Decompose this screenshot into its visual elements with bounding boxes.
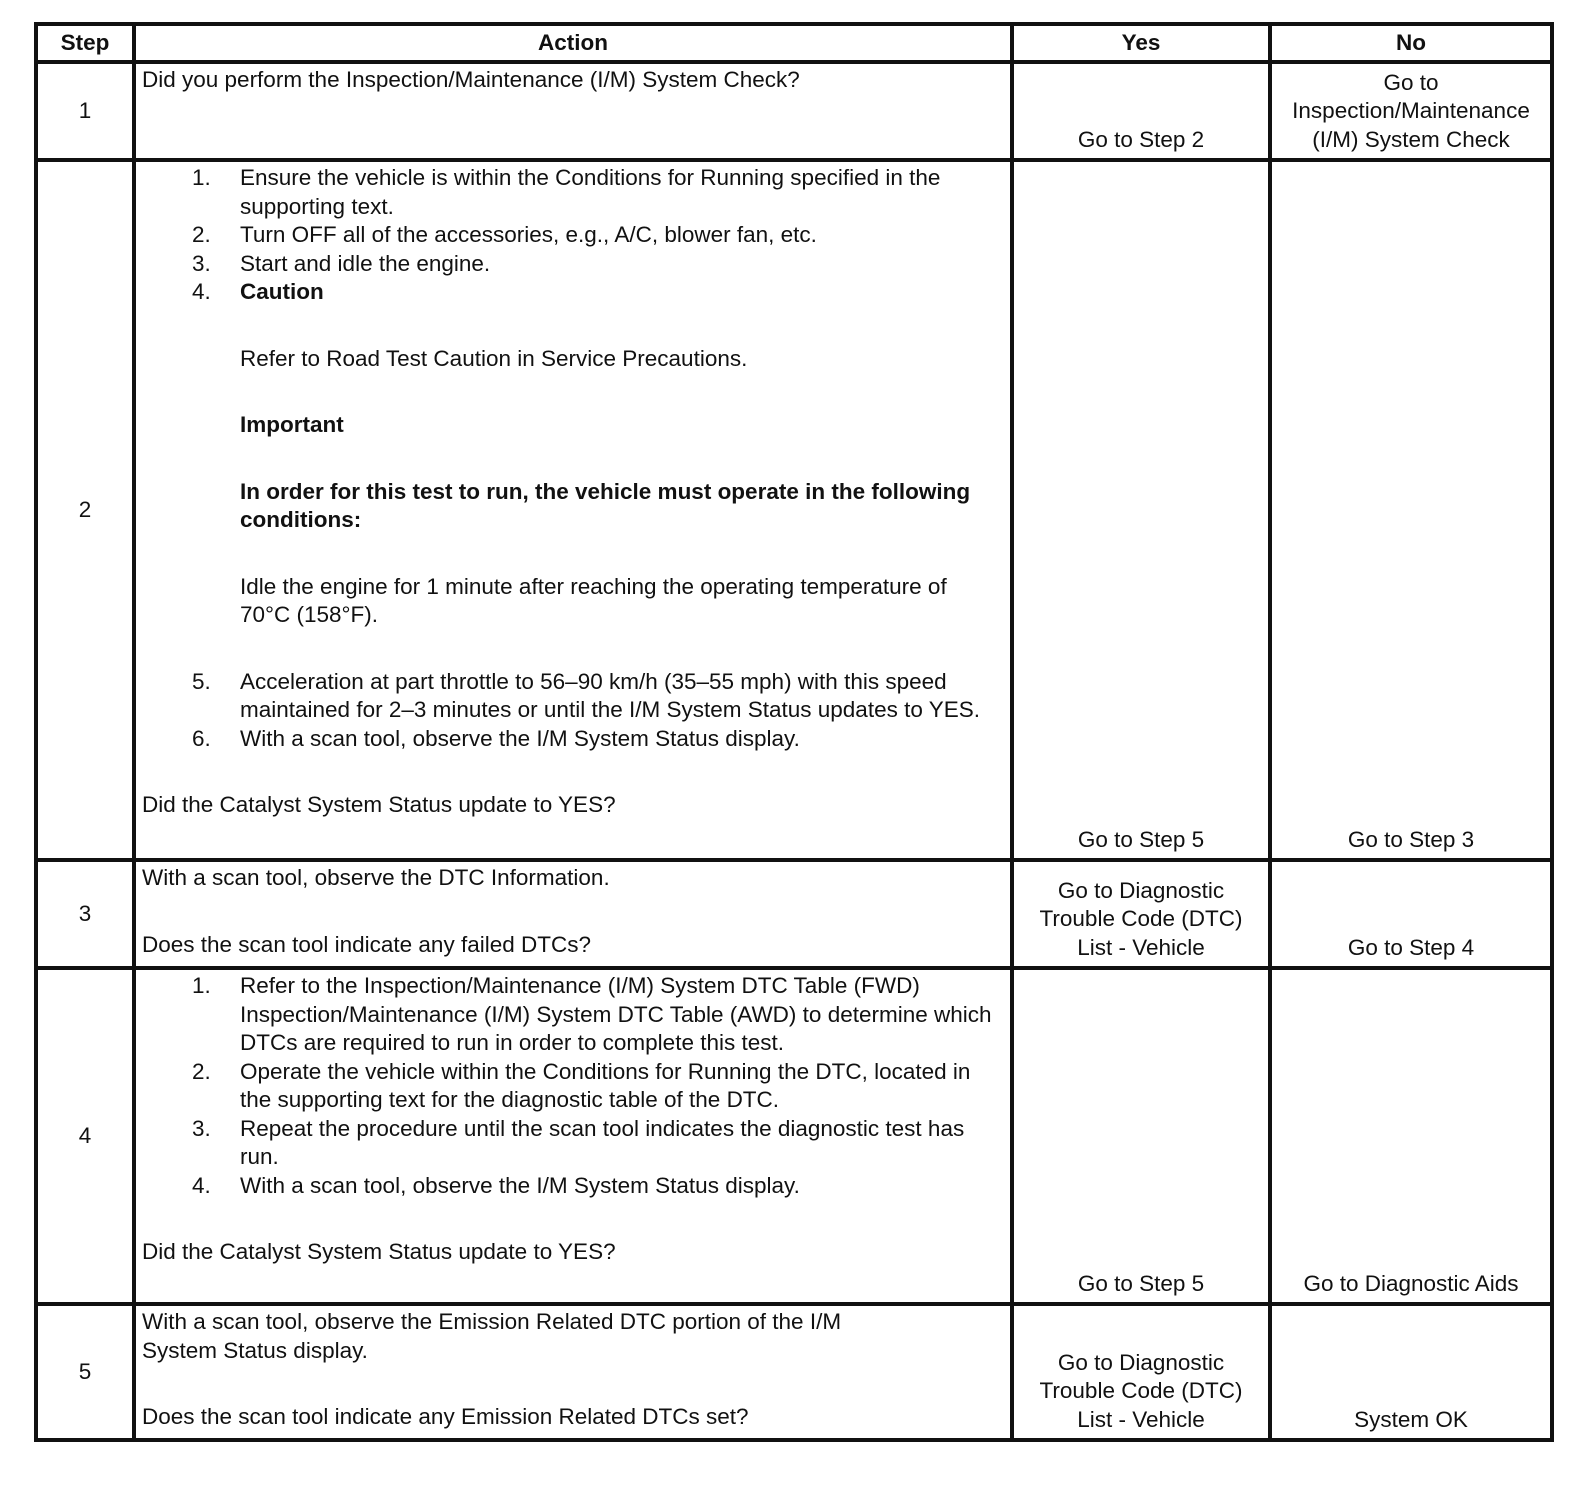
yes-line: List - Vehicle [1077, 934, 1205, 960]
item-number: 5. [192, 668, 211, 694]
header-no: No [1270, 24, 1552, 62]
list-item [142, 250, 1004, 279]
no-cell: System OK [1270, 1304, 1552, 1440]
list-item [142, 972, 1004, 1058]
item-number: 1. [192, 973, 211, 998]
step-number: 3 [36, 860, 134, 968]
yes-line: Go to Diagnostic [1057, 877, 1225, 903]
step-number: 2 [36, 160, 134, 860]
list-item [142, 1115, 1004, 1172]
question-text: Does the scan tool indicate any Emission Related DTCs set? [142, 1404, 749, 1429]
question-text: Did the Catalyst System Status update to YES? [142, 792, 616, 817]
item-text: Start and idle the engine. [240, 250, 491, 276]
item-text: Turn OFF all of the accessories, e.g., A/C, blower fan, etc. [240, 222, 817, 247]
item-number: 4. [192, 279, 211, 304]
yes-cell: Go to Step 5 [1012, 968, 1270, 1304]
item-text: With a scan tool, observe the I/M System Status display. [240, 725, 800, 751]
no-cell: Go to Diagnostic Aids [1270, 968, 1552, 1304]
caution-heading: Caution [240, 279, 324, 304]
diagnostic-table [34, 22, 1554, 1442]
no-cell: Go to Step 4 [1270, 860, 1552, 968]
yes-line: Trouble Code (DTC) [1039, 1378, 1243, 1403]
table-row-step-4 [36, 968, 1552, 1304]
list-item [142, 1172, 1004, 1201]
table-row-step-5 [36, 1304, 1552, 1440]
yes-line: List - Vehicle [1077, 1406, 1205, 1432]
item-number: 2. [192, 222, 211, 247]
item-number: 3. [192, 250, 211, 276]
item-number: 1. [192, 165, 211, 190]
item-number: 3. [192, 1115, 211, 1141]
action-text: With a scan tool, observe the Emission Related DTC portion of the I/M System Status display. [142, 1309, 842, 1363]
question-text: Does the scan tool indicate any failed DTCs? [142, 931, 591, 957]
yes-line: Trouble Code (DTC) [1039, 906, 1243, 931]
yes-cell: Go to Step 5 [1012, 160, 1270, 860]
action-steps-list [142, 972, 1004, 1200]
action-cell [134, 160, 1012, 860]
header-action: Action [134, 24, 1012, 62]
table-row-step-3 [36, 860, 1552, 968]
idle-text: Idle the engine for 1 minute after reaching the operating temperature of 70°C (158°F). [240, 573, 947, 627]
header-step: Step [36, 24, 134, 62]
item-text: With a scan tool, observe the I/M System Status display. [240, 1172, 800, 1198]
item-number: 2. [192, 1058, 211, 1084]
item-text: Acceleration at part throttle to 56–90 km/h (35–55 mph) with this speed maintained for 2–3 minutes or until the I/M System Status updates to YES. [240, 668, 980, 722]
list-item [142, 164, 1004, 221]
list-item [142, 278, 1004, 630]
item-text: Refer to the Inspection/Maintenance (I/M) System DTC Table (FWD) Inspection/Maintenance (I/M) System DTC Table (AWD) to determine which DTCs are required to run in order to complete this test. [240, 973, 992, 1055]
yes-cell [1012, 860, 1270, 968]
no-cell: Go to Step 3 [1270, 160, 1552, 860]
action-cell [134, 1304, 1012, 1440]
action-text: Did you perform the Inspection/Maintenance (I/M) System Check? [142, 67, 800, 92]
list-item [142, 221, 1004, 250]
yes-cell [1012, 1304, 1270, 1440]
no-line: Inspection/Maintenance [1292, 98, 1530, 123]
header-yes: Yes [1012, 24, 1270, 62]
step-number: 4 [36, 968, 134, 1304]
yes-cell: Go to Step 2 [1012, 62, 1270, 160]
table-row-step-1 [36, 62, 1552, 160]
table-row-step-2 [36, 160, 1552, 860]
header-row [36, 24, 1552, 62]
item-text: Repeat the procedure until the scan tool indicates the diagnostic test has run. [240, 1115, 965, 1169]
question-text: Did the Catalyst System Status update to YES? [142, 1239, 616, 1264]
caution-text: Refer to Road Test Caution in Service Precautions. [240, 345, 748, 371]
action-text: With a scan tool, observe the DTC Information. [142, 865, 610, 890]
item-number: 6. [192, 725, 211, 751]
step-number: 5 [36, 1304, 134, 1440]
no-line: Go to [1383, 69, 1439, 95]
important-text: In order for this test to run, the vehicle must operate in the following conditions: [240, 478, 971, 532]
list-item [142, 725, 1004, 754]
important-heading: Important [240, 412, 344, 437]
action-cell [134, 968, 1012, 1304]
no-line: (I/M) System Check [1312, 126, 1510, 152]
item-text: Operate the vehicle within the Conditions for Running the DTC, located in the supporting text for the diagnostic table of the DTC. [240, 1058, 971, 1112]
action-cell [134, 62, 1012, 160]
no-cell [1270, 62, 1552, 160]
yes-line: Go to Diagnostic [1057, 1349, 1225, 1375]
item-number: 4. [192, 1172, 211, 1198]
action-cell [134, 860, 1012, 968]
action-steps-list [142, 164, 1004, 753]
step-number: 1 [36, 62, 134, 160]
item-text: Ensure the vehicle is within the Conditions for Running specified in the supporting text. [240, 165, 941, 219]
list-item [142, 668, 1004, 725]
list-item [142, 1058, 1004, 1115]
